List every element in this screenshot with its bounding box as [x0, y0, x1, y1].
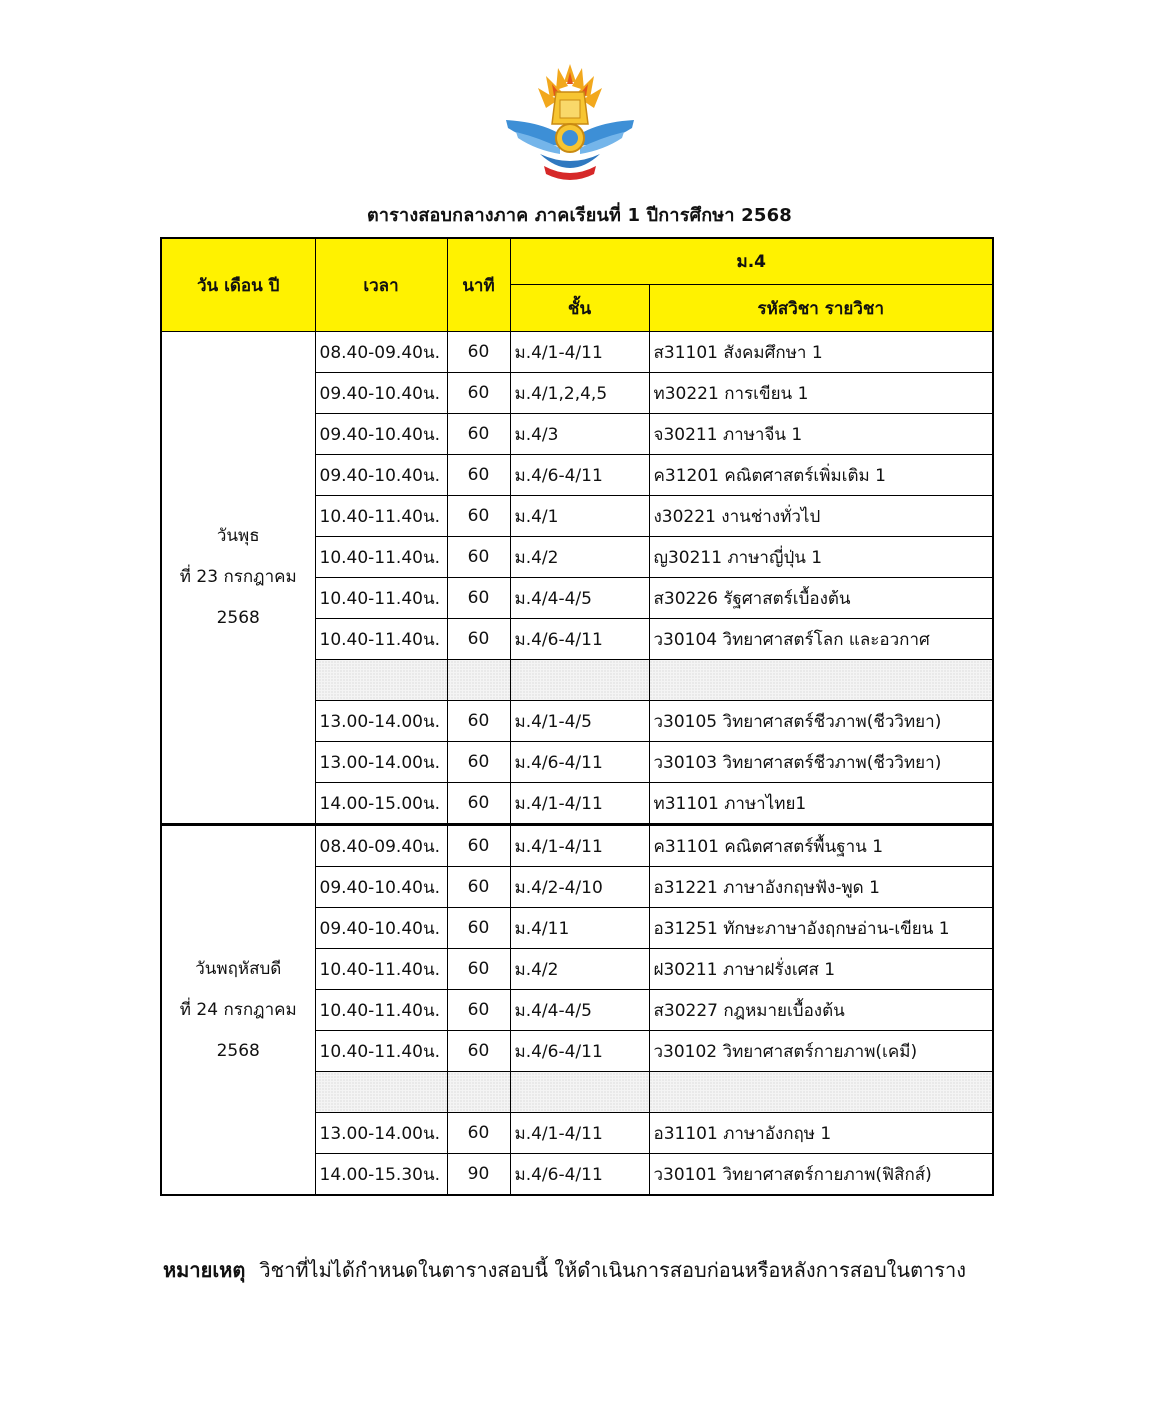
- minutes-cell: [447, 1072, 510, 1113]
- subject-cell: ส31101 สังคมศึกษา 1: [649, 332, 993, 373]
- subject-cell: ว30102 วิทยาศาสตร์กายภาพ(เคมี): [649, 1031, 993, 1072]
- subject-cell: ญ30211 ภาษาญี่ปุ่น 1: [649, 537, 993, 578]
- header-level: ม.4: [510, 238, 993, 285]
- class-cell: ม.4/4-4/5: [510, 578, 649, 619]
- time-cell: 09.40-10.40น.: [315, 414, 447, 455]
- subject-cell: [649, 660, 993, 701]
- class-cell: ม.4/6-4/11: [510, 455, 649, 496]
- class-cell: ม.4/1-4/11: [510, 332, 649, 373]
- class-cell: ม.4/2: [510, 949, 649, 990]
- time-cell: 14.00-15.00น.: [315, 783, 447, 825]
- subject-cell: [649, 1072, 993, 1113]
- time-cell: 10.40-11.40น.: [315, 578, 447, 619]
- class-cell: ม.4/3: [510, 414, 649, 455]
- time-cell: 13.00-14.00น.: [315, 1113, 447, 1154]
- time-cell: 08.40-09.40น.: [315, 332, 447, 373]
- subject-cell: ค31201 คณิตศาสตร์เพิ่มเติม 1: [649, 455, 993, 496]
- subject-cell: อ31251 ทักษะภาษาอังฤกษอ่าน-เขียน 1: [649, 908, 993, 949]
- day-cell: [161, 825, 315, 1196]
- time-cell: 10.40-11.40น.: [315, 537, 447, 578]
- page-title: ตารางสอบกลางภาค ภาคเรียนที่ 1 ปีการศึกษา 2568: [366, 205, 793, 226]
- header-time: เวลา: [315, 238, 447, 332]
- day-group-thursday: [161, 825, 993, 1196]
- class-cell: ม.4/1,2,4,5: [510, 373, 649, 414]
- minutes-cell: 60: [447, 783, 510, 825]
- day-line: 2568: [216, 608, 260, 628]
- minutes-cell: 60: [447, 332, 510, 373]
- day-cell: [161, 332, 315, 825]
- minutes-cell: 60: [447, 1031, 510, 1072]
- class-cell: ม.4/1-4/11: [510, 1113, 649, 1154]
- subject-cell: ส30227 กฎหมายเบื้องต้น: [649, 990, 993, 1031]
- subject-cell: อ31101 ภาษาอังกฤษ 1: [649, 1113, 993, 1154]
- subject-cell: ค31101 คณิตศาสตร์พื้นฐาน 1: [649, 825, 993, 867]
- class-cell: ม.4/2: [510, 537, 649, 578]
- minutes-cell: 60: [447, 701, 510, 742]
- time-cell: [315, 1072, 447, 1113]
- time-cell: 09.40-10.40น.: [315, 867, 447, 908]
- class-cell: ม.4/2-4/10: [510, 867, 649, 908]
- minutes-cell: 60: [447, 455, 510, 496]
- subject-cell: ส30226 รัฐศาสตร์เบื้องต้น: [649, 578, 993, 619]
- time-cell: 10.40-11.40น.: [315, 1031, 447, 1072]
- footnote: [163, 1254, 966, 1286]
- subject-cell: ท30221 การเขียน 1: [649, 373, 993, 414]
- subject-cell: ว30104 วิทยาศาสตร์โลก และอวกาศ: [649, 619, 993, 660]
- class-cell: ม.4/6-4/11: [510, 619, 649, 660]
- class-cell: [510, 1072, 649, 1113]
- minutes-cell: 90: [447, 1154, 510, 1196]
- minutes-cell: 60: [447, 949, 510, 990]
- time-cell: 09.40-10.40น.: [315, 908, 447, 949]
- day-line: วันพุธ: [216, 526, 260, 546]
- time-cell: 08.40-09.40น.: [315, 825, 447, 867]
- minutes-cell: 60: [447, 908, 510, 949]
- class-cell: ม.4/4-4/5: [510, 990, 649, 1031]
- time-cell: 14.00-15.30น.: [315, 1154, 447, 1196]
- day-group-wednesday: [161, 332, 993, 825]
- class-cell: ม.4/6-4/11: [510, 1031, 649, 1072]
- time-cell: 13.00-14.00น.: [315, 742, 447, 783]
- minutes-cell: 60: [447, 578, 510, 619]
- minutes-cell: 60: [447, 867, 510, 908]
- class-cell: [510, 660, 649, 701]
- subject-cell: อ31221 ภาษาอังกฤษฟัง-พูด 1: [649, 867, 993, 908]
- header-date: วัน เดือน ปี: [161, 238, 315, 332]
- subject-cell: ว30105 วิทยาศาสตร์ชีวภาพ(ชีววิทยา): [649, 701, 993, 742]
- subject-cell: ว30101 วิทยาศาสตร์กายภาพ(ฟิสิกส์): [649, 1154, 993, 1196]
- minutes-cell: 60: [447, 619, 510, 660]
- minutes-cell: 60: [447, 1113, 510, 1154]
- footnote-text: วิชาที่ไม่ได้กำหนดในตารางสอบนี้ ให้ดำเนินการสอบก่อนหรือหลังการสอบในตาราง: [259, 1258, 967, 1282]
- minutes-cell: 60: [447, 496, 510, 537]
- time-cell: 13.00-14.00น.: [315, 701, 447, 742]
- table-row: [161, 825, 993, 867]
- time-cell: [315, 660, 447, 701]
- day-line: วันพฤหัสบดี: [195, 958, 282, 979]
- time-cell: 10.40-11.40น.: [315, 990, 447, 1031]
- subject-cell: ฝ30211 ภาษาฝรั่งเศส 1: [649, 949, 993, 990]
- time-cell: 10.40-11.40น.: [315, 619, 447, 660]
- exam-schedule-table: [160, 237, 994, 1196]
- subject-cell: ท31101 ภาษาไทย1: [649, 783, 993, 825]
- minutes-cell: 60: [447, 990, 510, 1031]
- day-line: 2568: [216, 1040, 260, 1061]
- table-row: [161, 332, 993, 373]
- minutes-cell: [447, 660, 510, 701]
- day-line: ที่ 24 กรกฎาคม: [179, 999, 297, 1020]
- time-cell: 10.40-11.40น.: [315, 949, 447, 990]
- time-cell: 09.40-10.40น.: [315, 455, 447, 496]
- header-class: ชั้น: [510, 285, 649, 332]
- time-cell: 09.40-10.40น.: [315, 373, 447, 414]
- subject-cell: ง30221 งานช่างทั่วไป: [649, 496, 993, 537]
- class-cell: ม.4/1-4/11: [510, 825, 649, 867]
- minutes-cell: 60: [447, 537, 510, 578]
- subject-cell: จ30211 ภาษาจีน 1: [649, 414, 993, 455]
- class-cell: ม.4/6-4/11: [510, 742, 649, 783]
- subject-cell: ว30103 วิทยาศาสตร์ชีวภาพ(ชีววิทยา): [649, 742, 993, 783]
- class-cell: ม.4/1: [510, 496, 649, 537]
- minutes-cell: 60: [447, 825, 510, 867]
- time-cell: 10.40-11.40น.: [315, 496, 447, 537]
- minutes-cell: 60: [447, 414, 510, 455]
- header-subject: รหัสวิชา รายวิชา: [649, 285, 993, 332]
- school-emblem-logo: [500, 62, 640, 186]
- day-line: ที่ 23 กรกฎาคม: [179, 567, 297, 587]
- minutes-cell: 60: [447, 373, 510, 414]
- class-cell: ม.4/1-4/11: [510, 783, 649, 825]
- header-minutes: นาที: [447, 238, 510, 332]
- class-cell: ม.4/11: [510, 908, 649, 949]
- footnote-label: หมายเหตุ: [163, 1258, 246, 1282]
- minutes-cell: 60: [447, 742, 510, 783]
- class-cell: ม.4/1-4/5: [510, 701, 649, 742]
- class-cell: ม.4/6-4/11: [510, 1154, 649, 1196]
